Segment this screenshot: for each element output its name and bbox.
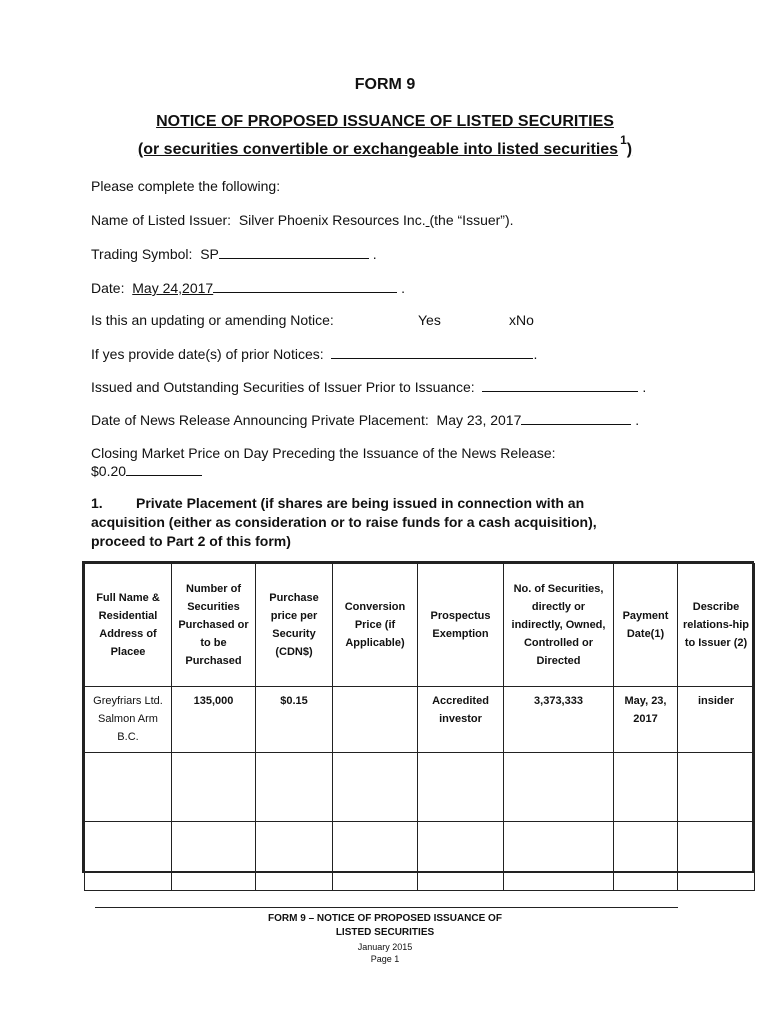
empty-cell[interactable]: [504, 753, 614, 822]
date-value[interactable]: May 24,2017: [132, 280, 214, 296]
symbol-blank[interactable]: [219, 245, 369, 259]
amend-yes[interactable]: Yes: [418, 312, 441, 328]
empty-cell[interactable]: [85, 822, 172, 891]
symbol-field: Trading Symbol: SP .: [91, 246, 377, 262]
form-number: FORM 9: [354, 76, 416, 93]
cell-placee[interactable]: Greyfriars Ltd. Salmon Arm B.C.: [85, 687, 172, 753]
empty-cell[interactable]: [256, 753, 333, 822]
header-securities-owned: No. of Securities, directly or indirectly, Owned, Controlled or Directed: [504, 564, 614, 687]
header-purchase-price: Purchase price per Security (CDN$): [256, 564, 333, 687]
news-blank[interactable]: [521, 411, 631, 425]
cell-purchase-price[interactable]: $0.15: [256, 687, 333, 753]
date-field: Date: May 24,2017 .: [91, 280, 405, 296]
table-row: [85, 687, 755, 753]
news-field: Date of News Release Announcing Private Placement: May 23, 2017 .: [91, 412, 640, 428]
footer-title: [0, 912, 770, 940]
instructions: Please complete the following:: [91, 178, 281, 194]
empty-cell[interactable]: [614, 822, 678, 891]
header-prospectus-exemption: Prospectus Exemption: [418, 564, 504, 687]
empty-cell[interactable]: [85, 753, 172, 822]
empty-cell[interactable]: [678, 822, 755, 891]
prior-field: If yes provide date(s) of prior Notices: .: [91, 346, 538, 362]
section-1-number: 1.: [91, 495, 103, 511]
form-subtitle: [0, 133, 770, 159]
footer-line1: FORM 9 – NOTICE OF PROPOSED ISSUANCE OF: [268, 913, 502, 924]
form-subtitle-text: (or securities convertible or exchangeable into listed securities: [137, 141, 619, 158]
amend-label: Is this an updating or amending Notice:: [91, 312, 334, 328]
section-1-line2: acquisition (either as consideration or to raise funds for a cash acquisition),: [91, 514, 597, 530]
empty-cell[interactable]: [172, 753, 256, 822]
footer-date: January 2015: [357, 942, 413, 952]
empty-cell[interactable]: [418, 753, 504, 822]
amend-no[interactable]: xNo: [509, 312, 534, 328]
cell-conversion-price[interactable]: [333, 687, 418, 753]
prior-blank[interactable]: [331, 345, 533, 359]
header-relationship: Describe relations-hip to Issuer (2): [678, 564, 755, 687]
footer-meta: [0, 941, 770, 965]
issuer-suffix: (the “Issuer”).: [429, 212, 514, 228]
symbol-label: Trading Symbol:: [91, 246, 193, 262]
section-1-line1: Private Placement (if shares are being issued in connection with an: [136, 495, 585, 511]
footer-rule: [95, 907, 678, 908]
date-blank[interactable]: [213, 279, 397, 293]
closing-field: [91, 462, 202, 479]
closing-value[interactable]: $0.20: [91, 463, 127, 479]
outstanding-blank[interactable]: [482, 378, 638, 392]
cell-prospectus-exemption[interactable]: Accredited investor: [418, 687, 504, 753]
news-label: Date of News Release Announcing Private Placement:: [91, 412, 429, 428]
outstanding-field: Issued and Outstanding Securities of Issuer Prior to Issuance: .: [91, 379, 647, 395]
footnote-marker: 1: [620, 133, 627, 147]
issuer-label: Name of Listed Issuer:: [91, 212, 232, 228]
empty-cell[interactable]: [614, 753, 678, 822]
empty-cell[interactable]: [256, 822, 333, 891]
section-1-line3: proceed to Part 2 of this form): [91, 533, 291, 549]
issuer-value[interactable]: Silver Phoenix Resources Inc.: [238, 212, 426, 228]
cell-payment-date[interactable]: May, 23, 2017: [614, 687, 678, 753]
section-1-heading: [91, 494, 691, 551]
closing-label: Closing Market Price on Day Preceding the Issuance of the News Release:: [91, 445, 556, 461]
empty-cell[interactable]: [504, 822, 614, 891]
closing-blank[interactable]: [126, 462, 202, 476]
amend-field: [91, 312, 334, 328]
header-number-securities: Number of Securities Purchased or to be Purchased: [172, 564, 256, 687]
table-header-row: [85, 564, 755, 687]
news-value[interactable]: May 23, 2017: [436, 412, 522, 428]
form-subtitle-close: ): [626, 141, 633, 158]
cell-relationship[interactable]: insider: [678, 687, 755, 753]
empty-cell[interactable]: [333, 753, 418, 822]
header-conversion-price: Conversion Price (if Applicable): [333, 564, 418, 687]
date-label: Date:: [91, 280, 125, 296]
placee-table: [84, 563, 755, 891]
empty-cell[interactable]: [172, 822, 256, 891]
outstanding-label: Issued and Outstanding Securities of Issuer Prior to Issuance:: [91, 379, 475, 395]
issuer-field: [91, 212, 514, 228]
header-payment-date: Payment Date(1): [614, 564, 678, 687]
cell-securities-owned[interactable]: 3,373,333: [504, 687, 614, 753]
empty-cell[interactable]: [418, 822, 504, 891]
header-placee: Full Name & Residential Address of Placee: [85, 564, 172, 687]
prior-label: If yes provide date(s) of prior Notices:: [91, 346, 324, 362]
empty-cell[interactable]: [678, 753, 755, 822]
table-row-empty: [85, 753, 755, 822]
cell-number-securities[interactable]: 135,000: [172, 687, 256, 753]
table-row-empty: [85, 822, 755, 891]
symbol-value[interactable]: SP: [200, 246, 219, 262]
form-title: NOTICE OF PROPOSED ISSUANCE OF LISTED SECURITIES: [156, 113, 614, 130]
footer-line2: LISTED SECURITIES: [335, 927, 435, 938]
empty-cell[interactable]: [333, 822, 418, 891]
footer-page: Page 1: [370, 954, 400, 964]
